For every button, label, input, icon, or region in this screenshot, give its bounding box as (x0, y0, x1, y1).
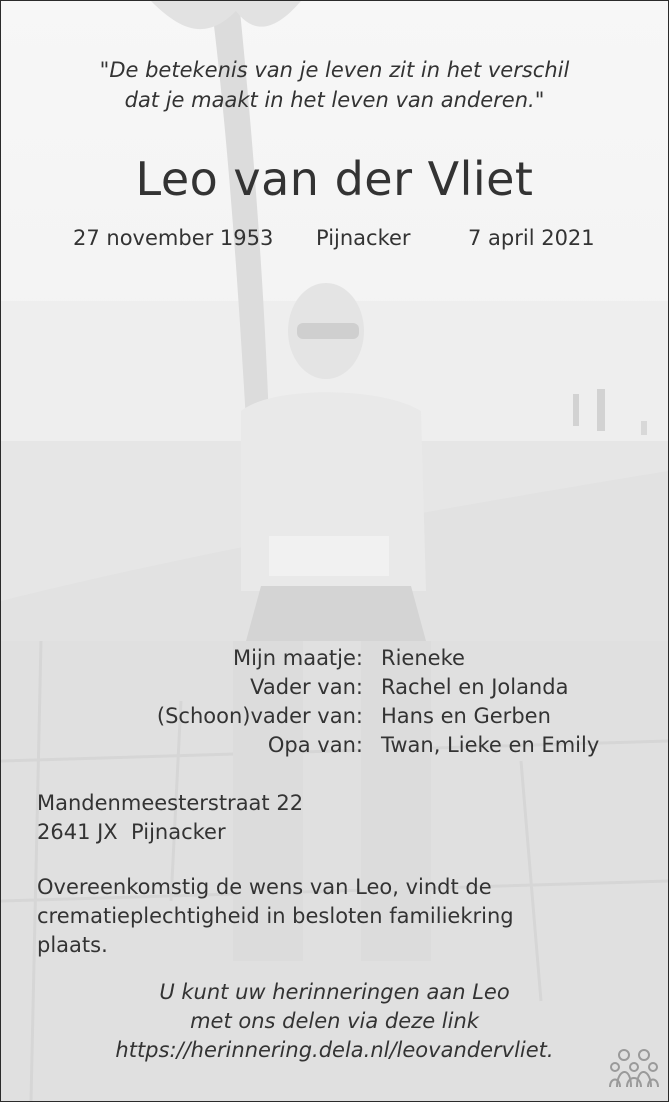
birth-date: 27 november 1953 (73, 226, 274, 250)
place: Pijnacker (316, 226, 411, 250)
address-city: 2641 JX Pijnacker (37, 820, 226, 844)
relation-row (1, 731, 668, 760)
address-street: Mandenmeesterstraat 22 (37, 791, 304, 815)
relation-label: Mijn maatje: (232, 646, 363, 670)
relation-row (1, 673, 668, 702)
memory-notice (1, 978, 668, 1065)
relation-row (1, 702, 668, 731)
ceremony-line-3: plaats. (37, 933, 108, 957)
relation-value: Hans en Gerben (381, 704, 551, 728)
relations-list (1, 644, 668, 760)
quote-line-1: "De betekenis van je leven zit in het verschil (99, 58, 570, 82)
quote (1, 55, 668, 115)
quote-line-2: dat je maakt in het leven van anderen." (124, 88, 545, 112)
ceremony-line-2: crematieplechtigheid in besloten familiekring (37, 904, 514, 928)
ceremony-line-1: Overeenkomstig de wens van Leo, vindt de (37, 875, 492, 899)
relation-row (1, 644, 668, 673)
deceased-name: Leo van der Vliet (135, 152, 534, 206)
relation-value: Rieneke (381, 646, 465, 670)
address (37, 789, 668, 847)
relation-label: (Schoon)vader van: (156, 704, 363, 728)
relation-label: Opa van: (267, 733, 363, 757)
relation-value: Rachel en Jolanda (381, 675, 569, 699)
relation-value: Twan, Lieke en Emily (381, 733, 600, 757)
memory-line-1: U kunt uw herinneringen aan Leo (159, 980, 510, 1004)
ceremony-notice (37, 873, 608, 960)
memory-line-2: met ons delen via deze link (190, 1009, 479, 1033)
death-date: 7 april 2021 (468, 226, 595, 250)
family-group-icon (607, 1047, 661, 1089)
memory-link[interactable]: https://herinnering.dela.nl/leovandervliet. (115, 1038, 554, 1062)
relation-label: Vader van: (250, 675, 363, 699)
